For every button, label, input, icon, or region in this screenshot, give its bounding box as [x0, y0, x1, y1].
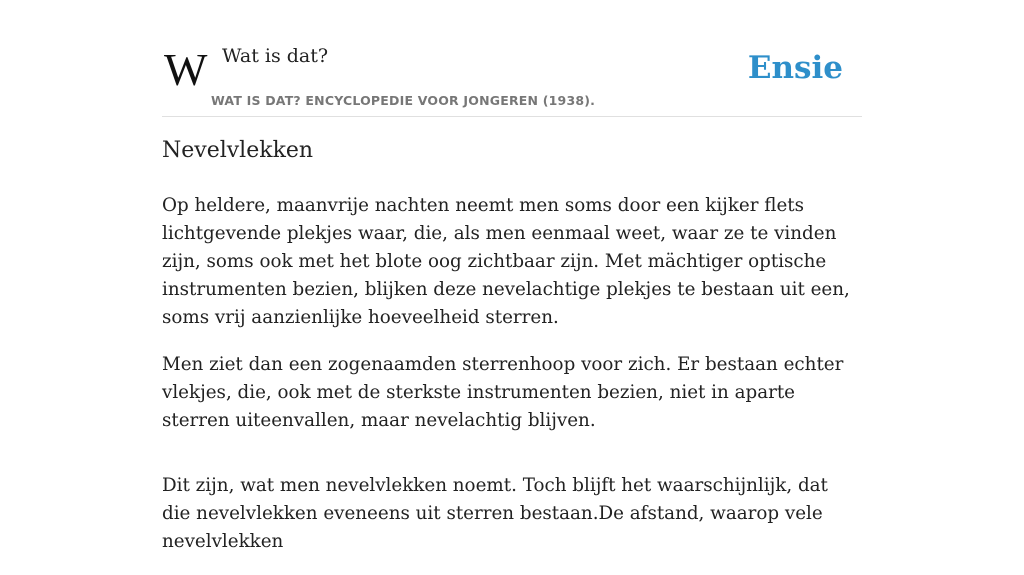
site-title[interactable]: Wat is dat? — [222, 45, 329, 67]
wikipedia-logo-icon[interactable]: W — [164, 44, 202, 95]
article-paragraph: Men ziet dan een zogenaamden sterrenhoop voor zich. Er bestaan echter vlekjes, die, ook met de sterkste instrumenten bezien, niet in aparte sterren uiteenvallen, maar nevelachtig blijven. — [162, 354, 844, 431]
source-subtitle: WAT IS DAT? ENCYCLOPEDIE VOOR JONGEREN (1938). — [211, 93, 596, 108]
ensie-brand-link[interactable]: Ensie — [747, 50, 843, 86]
page — [162, 0, 862, 552]
article-paragraph: Op heldere, maanvrije nachten neemt men soms door een kijker flets lichtgevende plekjes waar, die, als men eenmaal weet, waar ze te vinden zijn, soms ook met het blote oog zichtbaar zijn. Met mächtiger optische instrumenten bezien, blijken deze nevelachtige plekjes te bestaan uit een, soms vrij aanzienlijke hoeveelheid sterren. — [162, 195, 850, 328]
article-title: Nevelvlekken — [162, 138, 314, 163]
article-paragraph: Dit zijn, wat men nevelvlekken noemt. Toch blijft het waarschijnlijk, dat die nevelvlekken eveneens uit sterren bestaan.De afstand, waarop vele nevelvlekken — [162, 475, 828, 552]
site-header — [162, 0, 862, 117]
article-body — [162, 192, 862, 575]
